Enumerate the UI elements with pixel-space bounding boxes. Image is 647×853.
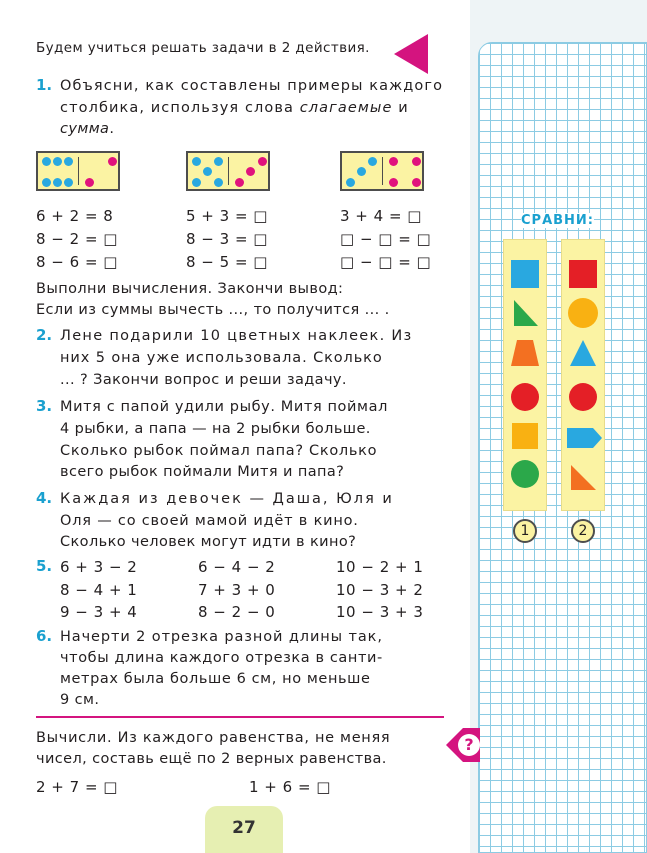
eq-col2-row3: 8 − 5 = □	[186, 253, 268, 271]
task-2-line-3: ... ? Закончи вопрос и реши задачу.	[60, 372, 347, 388]
arrow-pentagon-icon	[565, 423, 603, 453]
compare-title: СРАВНИ:	[521, 213, 594, 228]
task-5-col1-row1: 6 + 3 − 2	[60, 558, 138, 576]
task-5-col2-row2: 7 + 3 + 0	[198, 581, 276, 599]
task-5-col1-row2: 8 − 4 + 1	[60, 581, 138, 599]
conclusion-line-1: Выполни вычисления. Закончи вывод:	[36, 281, 344, 297]
domino-1	[36, 151, 120, 191]
task-4-line-1: Каждая из девочек — Даша, Юля и	[60, 491, 394, 507]
question-icon: ?	[458, 734, 480, 756]
page-number-tab	[205, 806, 283, 853]
task-1-number: 1.	[36, 76, 53, 94]
task-6-line-3: метрах была больше 6 см, но меньше	[60, 671, 371, 687]
right-triangle-icon	[510, 298, 540, 328]
task-1-line-2: столбика, используя слова слагаемые и	[60, 100, 409, 116]
task-1-line-3: сумма.	[60, 121, 115, 137]
task-5-col3-row2: 10 − 3 + 2	[336, 581, 424, 599]
domino-2	[186, 151, 270, 191]
shape-strip-2	[562, 240, 604, 510]
trapezoid-icon	[510, 338, 540, 368]
task-5-col2-row1: 6 − 4 − 2	[198, 558, 276, 576]
eq-col2-row2: 8 − 3 = □	[186, 230, 268, 248]
eq-col1-row3: 8 − 6 = □	[36, 253, 118, 271]
conclusion-line-2: Если из суммы вычесть ..., то получится ... .	[36, 302, 390, 318]
square-icon	[511, 260, 539, 288]
eq-col1-row1: 6 + 2 = 8	[36, 207, 114, 225]
strip-2-label: 2	[571, 519, 595, 543]
task-3-line-1: Митя с папой удили рыбу. Митя поймал	[60, 399, 388, 415]
task-6-line-2: чтобы длина каждого отрезка в санти-	[60, 650, 383, 666]
question-marker	[446, 728, 480, 762]
task-1-line-1: Объясни, как составлены примеры каждого	[60, 78, 444, 94]
circle-icon	[511, 460, 539, 488]
task-3-line-3: Сколько рыбок поймал папа? Сколько	[60, 443, 378, 459]
task-2-line-2: них 5 она уже использовала. Сколько	[60, 350, 383, 366]
eq-col3-row1: 3 + 4 = □	[340, 207, 422, 225]
task-3-line-2: 4 рыбки, а папа — на 2 рыбки больше.	[60, 421, 371, 437]
eq-col1-row2: 8 − 2 = □	[36, 230, 118, 248]
task-6-line-4: 9 см.	[60, 692, 100, 708]
right-triangle-icon	[568, 462, 598, 492]
circle-icon	[568, 298, 598, 328]
eq-col3-row2: □ − □ = □	[340, 230, 432, 248]
task-4-line-2: Оля — со своей мамой идёт в кино.	[60, 513, 359, 529]
domino-3	[340, 151, 424, 191]
eq-col3-row3: □ − □ = □	[340, 253, 432, 271]
task-3-line-4: всего рыбок поймали Митя и папа?	[60, 464, 345, 480]
task-3-number: 3.	[36, 397, 53, 415]
circle-icon	[511, 383, 539, 411]
task-5-col2-row3: 8 − 2 − 0	[198, 603, 276, 621]
task-5-number: 5.	[36, 557, 53, 575]
eq-col2-row1: 5 + 3 = □	[186, 207, 268, 225]
task-2-line-1: Лене подарили 10 цветных наклеек. Из	[60, 328, 413, 344]
circle-icon	[569, 383, 597, 411]
strip-1-label: 1	[513, 519, 537, 543]
task-5-col3-row3: 10 − 3 + 3	[336, 603, 424, 621]
bonus-eq-1: 2 + 7 = □	[36, 778, 118, 796]
task-6-number: 6.	[36, 627, 53, 645]
task-4-number: 4.	[36, 489, 53, 507]
bonus-line-2: чисел, составь ещё по 2 верных равенства.	[36, 751, 387, 767]
bonus-eq-2: 1 + 6 = □	[249, 778, 331, 796]
page-number: 27	[232, 818, 256, 838]
shape-strip-1	[504, 240, 546, 510]
square-icon	[569, 260, 597, 288]
task-2-number: 2.	[36, 326, 53, 344]
task-6-line-1: Начерти 2 отрезка разной длины так,	[60, 629, 383, 645]
intro-text: Будем учиться решать задачи в 2 действия.	[36, 40, 370, 56]
task-1-word-sum: сумма	[60, 121, 110, 137]
task-5-col3-row1: 10 − 2 + 1	[336, 558, 424, 576]
task-5-col1-row3: 9 − 3 + 4	[60, 603, 138, 621]
task-1-word-addends: слагаемые	[299, 100, 393, 116]
square-icon	[512, 423, 538, 449]
triangle-marker-icon	[394, 34, 428, 74]
section-divider	[36, 716, 444, 718]
triangle-icon	[568, 338, 598, 368]
task-4-line-3: Сколько человек могут идти в кино?	[60, 534, 357, 550]
bonus-line-1: Вычисли. Из каждого равенства, не меняя	[36, 730, 391, 746]
